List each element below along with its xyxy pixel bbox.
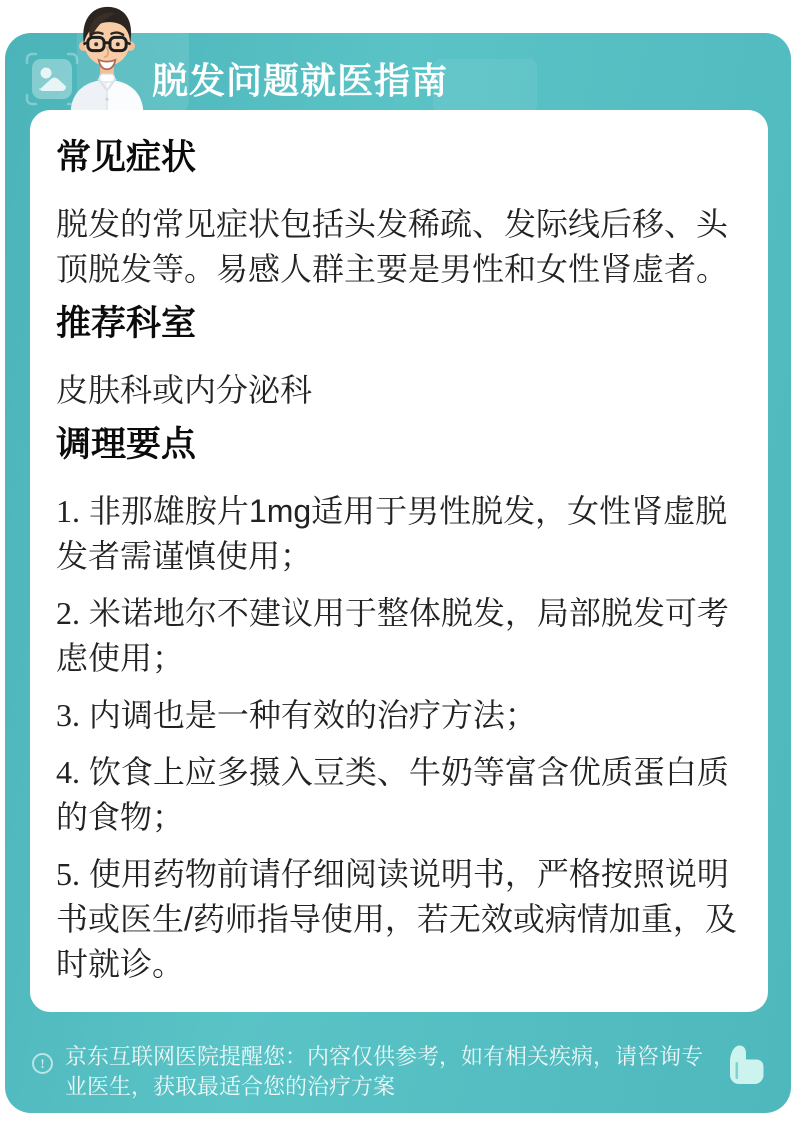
content-card <box>30 110 768 1012</box>
list-item-text: 使用药物前请仔细阅读说明书，严格按照说明书或医生/药师指导使用，若无效或病情加重，及时就诊。 <box>56 856 737 982</box>
list-item-number: 5. <box>56 856 80 892</box>
list-item-text: 饮食上应多摄入豆类、牛奶等富含优质蛋白质的食物； <box>56 754 729 835</box>
list-item-number: 4. <box>56 754 80 790</box>
doctor-avatar <box>57 2 157 112</box>
info-circle-icon: ! <box>32 1053 53 1074</box>
list-item <box>56 750 740 840</box>
list-item-text: 米诺地尔不建议用于整体脱发，局部脱发可考虑使用； <box>56 595 729 676</box>
list-item <box>56 693 740 738</box>
disclaimer-text: 京东互联网医院提醒您：内容仅供参考，如有相关疾病，请咨询专业医生，获取最适合您的治疗方案 <box>65 1044 704 1099</box>
header-backdrop-tile-2 <box>433 59 537 113</box>
section-heading-tips: 调理要点 <box>56 425 197 464</box>
disclaimer-footer <box>0 1040 800 1113</box>
list-item-number: 1. <box>56 493 80 529</box>
list-item-number: 3. <box>56 697 80 733</box>
list-item <box>56 489 740 579</box>
list-item-number: 2. <box>56 595 80 631</box>
list-item-text: 非那雄胺片1mg适用于男性脱发，女性肾虚脱发者需谨慎使用； <box>56 493 728 574</box>
list-item-text: 内调也是一种有效的治疗方法； <box>80 697 537 733</box>
list-item <box>56 591 740 681</box>
section-heading-department: 推荐科室 <box>56 304 197 343</box>
list-item <box>56 852 740 987</box>
symptoms-text: 脱发的常见症状包括头发稀疏、发际线后移、头顶脱发等。易感人群主要是男性和女性肾虚者。 <box>56 206 729 287</box>
section-heading-symptoms: 常见症状 <box>56 138 197 177</box>
department-text: 皮肤科或内分泌科 <box>56 372 313 408</box>
page-title: 脱发问题就医指南 <box>152 60 449 101</box>
thumbs-up-icon[interactable] <box>721 1042 767 1086</box>
